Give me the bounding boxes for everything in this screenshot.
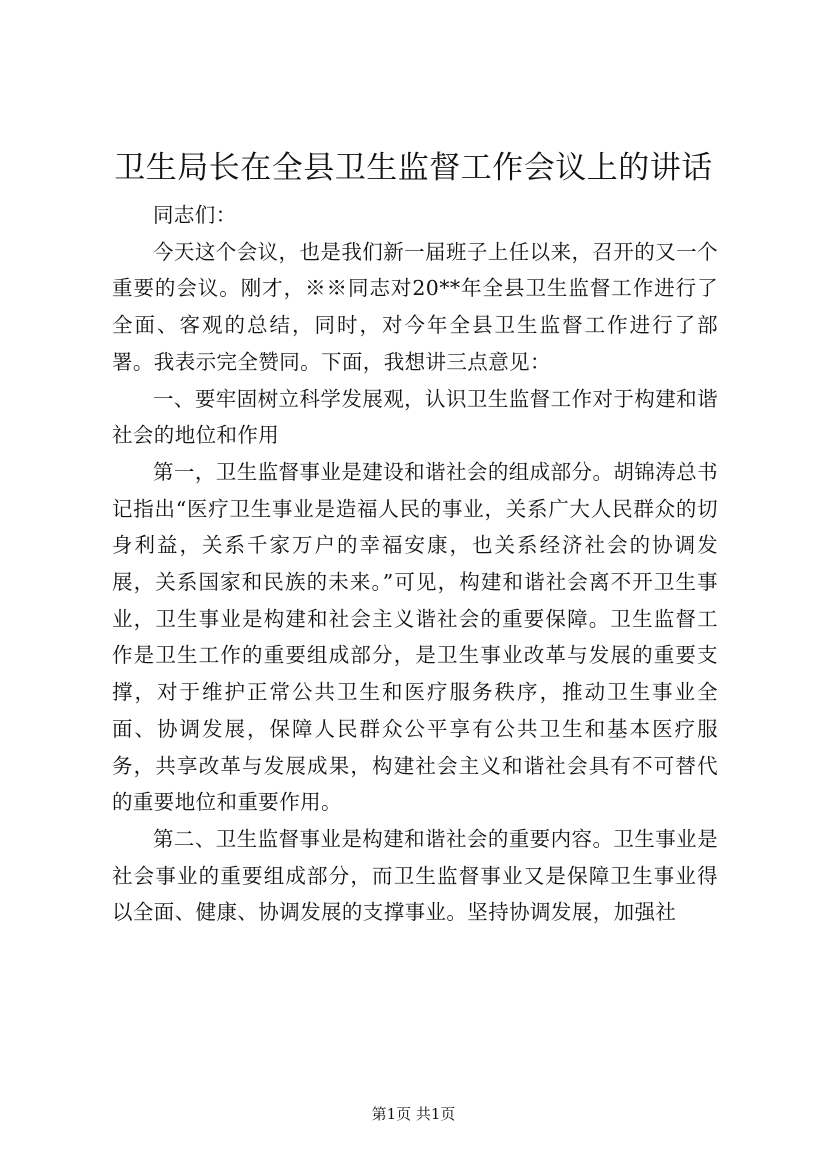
page-footer: 第1页 共1页 [371, 1105, 456, 1123]
paragraph-salutation: 同志们： [153, 203, 237, 227]
paragraph-point-2: 第二、卫生监督事业是构建和谐社会的重要内容。卫生事业是社会事业的重要组成部分，而卫生监督事业又是保障卫生事业得以全面、健康、协调发展的支撑事业。坚持协调发展，加强社 [112, 826, 718, 925]
paragraph-point-1: 第一，卫生监督事业是建设和谐社会的组成部分。胡锦涛总书记指出“医疗卫生事业是造福人民的事业，关系广大人民群众的切身利益，关系千家万户的幸福安康，也关系经济社会的协调发展，关系国家和民族的未来。”可见，构建和谐社会离不开卫生事业，卫生事业是构建和社会主义谐社会的重要保障。卫生监督工作是卫生工作的重要组成部分，是卫生事业改革与发展的重要支撑，对于维护正常公共卫生和医疗服务秩序，推动卫生事业全面、协调发展，保障人民群众公平享有公共卫生和基本医疗服务，共享改革与发展成果，构建社会主义和谐社会具有不可替代的重要地位和重要作用。 [112, 459, 718, 815]
document-body [112, 197, 718, 931]
paragraph-section-heading-1: 一、要牢固树立科学发展观，认识卫生监督工作对于构建和谐社会的地位和作用 [112, 386, 718, 448]
paragraph-intro: 今天这个会议，也是我们新一届班子上任以来，召开的又一个重要的会议。刚才，※※同志对20**年全县卫生监督工作进行了全面、客观的总结，同时，对今年全县卫生监督工作进行了部署。我表示完全赞同。下面，我想讲三点意见： [112, 239, 718, 374]
document-title: 卫生局长在全县卫生监督工作会议上的讲话 [114, 150, 713, 186]
